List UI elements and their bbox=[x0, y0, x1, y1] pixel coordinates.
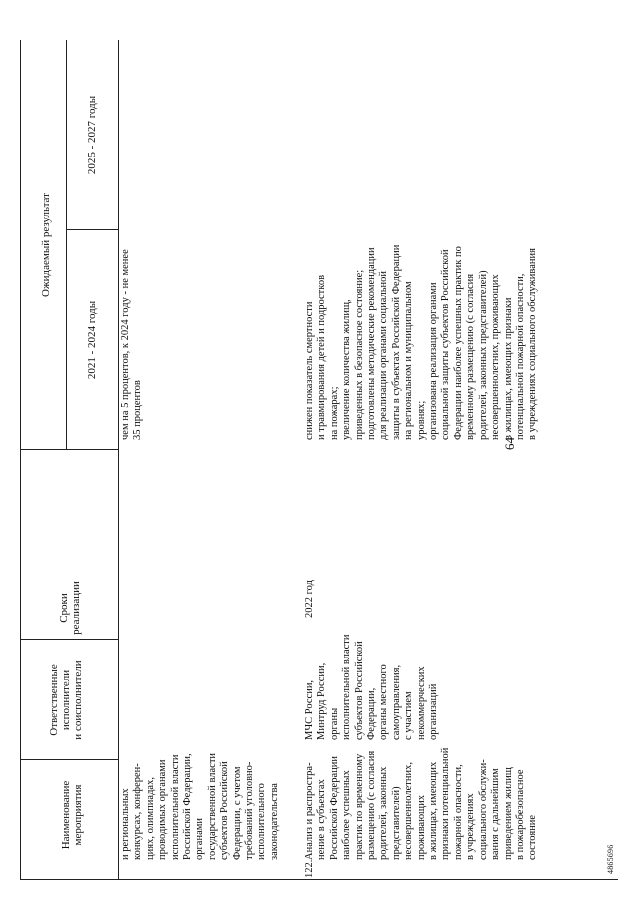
document-id: 4865696 bbox=[606, 844, 615, 874]
row-122-responsible: МЧС России, Минтруд России, органы исполнительной власти субъектов Российской Федерации, органы местного самоуправления, с участием некоммерческих организаций bbox=[304, 634, 440, 740]
header-period-1: 2021 - 2024 годы bbox=[86, 300, 98, 380]
table-top-border bbox=[20, 40, 21, 880]
row-122-result: снижен показатель смертности и травмирования детей и подростков на пожарах; увеличение количества жилищ, приведенных в безопасное состояние; подготовлены методические рекомендации для реализации органами социальной защиты в субъектах Российской Федерации на региональном и муниципальном уровнях; организована реализация органами социальной защиты субъектов Российской Федерации наиболее успешных практик по временному размещению (с согласия родителей, законных представителей) несовершеннолетних, проживающих в жилищах, имеющих признаки потенциальной пожарной опасности, в учреждениях социального обслуживания bbox=[304, 244, 539, 440]
col-border-0 bbox=[20, 879, 118, 880]
header-responsible: Ответственные исполнители и соисполнители bbox=[48, 660, 84, 740]
header-period-2: 2025 - 2027 годы bbox=[86, 95, 98, 175]
col-border-3 bbox=[20, 449, 118, 450]
row-122-name: Анализ и распростра- нение в субъектах Российской Федерации наиболее успешных практик по временному размещению (с согласия родителей, законных представителей) несовершеннолетних, проживающих в жилищах, имеющих признаки потенциальной пожарной опасности, в учреждениях социального обслужи- вания с дальнейшим приведением жилищ в пожаробезопасное состояние bbox=[304, 747, 539, 860]
header-expected: Ожидаемый результат bbox=[40, 193, 52, 297]
col-border-0b bbox=[118, 879, 618, 880]
row-continued-result: чем на 5 процентов, к 2024 году - не менее 35 процентов bbox=[120, 249, 144, 440]
expected-subheader-border bbox=[66, 40, 67, 450]
col-border-2 bbox=[20, 639, 118, 640]
row-continued-name: и региональных конкурсах, конферен- циях, олимпиадах, проводимых органами исполнительной власти Российской Федерации, органами государственной власти субъектов Российской Федерации, с учетом требований уголовно- исполнительного законодательства bbox=[120, 752, 280, 860]
row-122-terms: 2022 год bbox=[304, 580, 315, 618]
rotated-table-page bbox=[20, 0, 620, 880]
page-number: 64 bbox=[502, 437, 517, 450]
header-bottom-border bbox=[118, 40, 119, 880]
header-name: Наименование мероприятия bbox=[60, 780, 84, 850]
row-122-number: 122. bbox=[304, 859, 315, 878]
header-terms: Сроки реализации bbox=[58, 581, 82, 635]
